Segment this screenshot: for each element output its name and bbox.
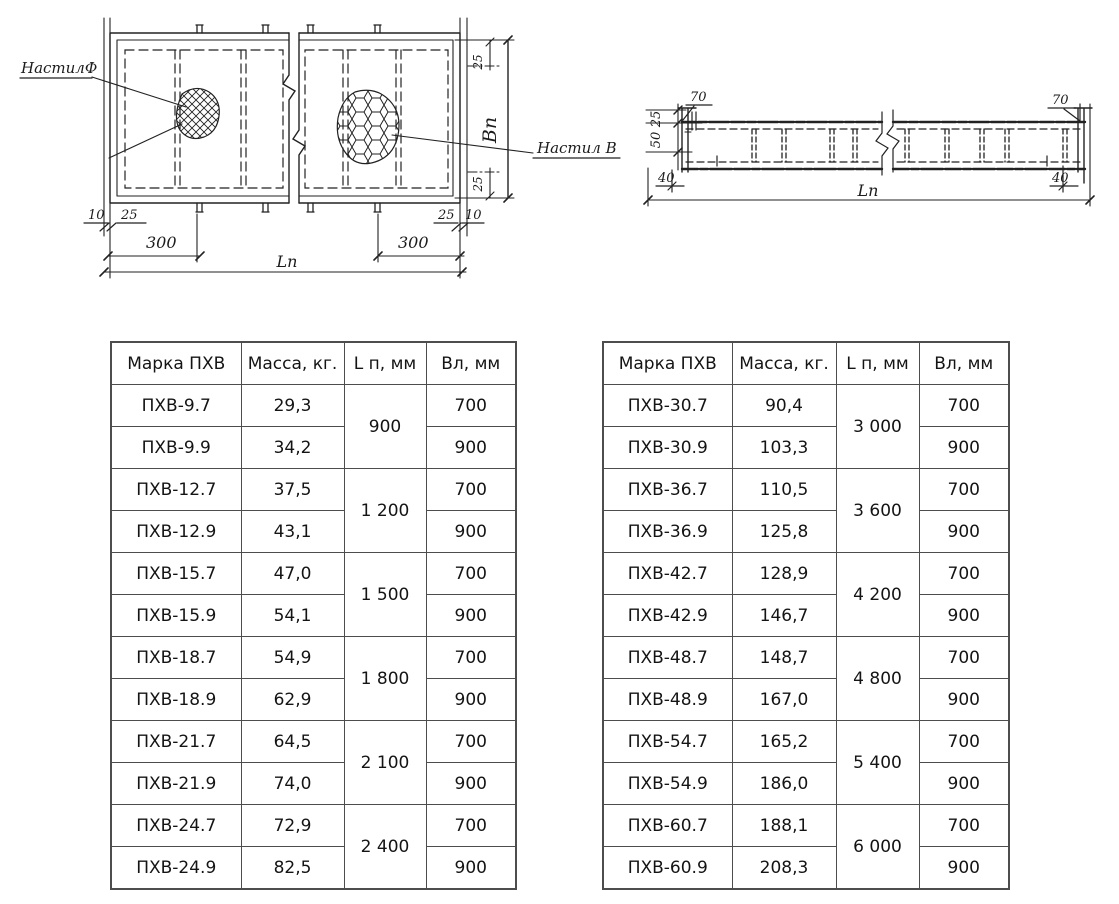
table-row xyxy=(603,511,1009,553)
cell-mark: ПХВ-15.9 xyxy=(111,595,241,637)
cell-mass: 90,4 xyxy=(732,385,836,427)
cell-bl: 700 xyxy=(919,721,1009,763)
table-row xyxy=(603,595,1009,637)
cell-mark: ПХВ-42.9 xyxy=(603,595,732,637)
cell-bl: 900 xyxy=(426,427,516,469)
table-row xyxy=(111,805,516,847)
side-ribs xyxy=(752,129,1067,162)
bottom-chord xyxy=(682,156,1085,169)
table-row xyxy=(111,637,516,679)
cell-mark: ПХВ-12.7 xyxy=(111,469,241,511)
cell-mark: ПХВ-48.9 xyxy=(603,679,732,721)
technical-drawing xyxy=(0,0,1119,332)
cell-bl: 700 xyxy=(919,637,1009,679)
dim-bottom-right xyxy=(434,223,484,231)
plan-dim-bp-label: Вп xyxy=(479,116,501,144)
header-lp: L п, мм xyxy=(836,342,919,385)
plan-label-nastil-f: НастилФ xyxy=(21,59,98,77)
cell-mass: 72,9 xyxy=(241,805,344,847)
cell-mark: ПХВ-15.7 xyxy=(111,553,241,595)
cell-bl: 700 xyxy=(426,805,516,847)
cell-bl: 700 xyxy=(426,385,516,427)
cell-mark: ПХВ-60.7 xyxy=(603,805,732,847)
cell-mass: 82,5 xyxy=(241,847,344,890)
cell-lp: 900 xyxy=(344,385,426,469)
table-row xyxy=(603,805,1009,847)
plan-dim-300-right: 300 xyxy=(398,233,429,252)
cell-mass: 47,0 xyxy=(241,553,344,595)
top-chord xyxy=(682,122,1085,129)
plan-dim-25-right: 25 xyxy=(438,208,455,223)
plan-dim-lp-label: Lп xyxy=(276,252,298,271)
cell-mark: ПХВ-21.7 xyxy=(111,721,241,763)
cell-mark: ПХВ-36.7 xyxy=(603,469,732,511)
cell-bl: 900 xyxy=(426,595,516,637)
cell-mark: ПХВ-24.7 xyxy=(111,805,241,847)
table-row xyxy=(111,385,516,427)
table-header-row xyxy=(603,342,1009,385)
cell-mark: ПХВ-24.9 xyxy=(111,847,241,890)
spec-table-left xyxy=(110,341,517,890)
cell-lp: 1 800 xyxy=(344,637,426,721)
header-mass: Масса, кг. xyxy=(732,342,836,385)
plan-dim-25-top: 25 xyxy=(471,54,485,70)
plan-dim-25-bottom: 25 xyxy=(471,176,485,192)
leader-line-f1 xyxy=(92,77,186,107)
cell-lp: 4 800 xyxy=(836,637,919,721)
spec-table-right xyxy=(602,341,1010,890)
side-dim-70-left: 70 xyxy=(690,90,707,105)
cell-bl: 900 xyxy=(919,511,1009,553)
side-dim-25: 25 xyxy=(649,110,664,128)
cell-mass: 125,8 xyxy=(732,511,836,553)
cell-mass: 37,5 xyxy=(241,469,344,511)
cell-mass: 103,3 xyxy=(732,427,836,469)
cell-mark: ПХВ-18.9 xyxy=(111,679,241,721)
table-row xyxy=(111,721,516,763)
cell-lp: 4 200 xyxy=(836,553,919,637)
side-dim-40-right: 40 xyxy=(1052,171,1069,186)
cell-lp: 3 000 xyxy=(836,385,919,469)
cell-lp: 3 600 xyxy=(836,469,919,553)
cell-mark: ПХВ-30.9 xyxy=(603,427,732,469)
cell-bl: 900 xyxy=(919,595,1009,637)
cell-bl: 900 xyxy=(919,847,1009,890)
cell-bl: 900 xyxy=(426,847,516,890)
header-mark: Марка ПХВ xyxy=(111,342,241,385)
side-dim-lp-label: Lп xyxy=(857,181,879,200)
table-row xyxy=(603,637,1009,679)
header-bl: Вл, мм xyxy=(426,342,516,385)
plan-label-nastil-v: Настил В xyxy=(537,139,617,157)
cell-bl: 700 xyxy=(919,805,1009,847)
cell-mass: 54,1 xyxy=(241,595,344,637)
cell-bl: 700 xyxy=(426,721,516,763)
cell-lp: 2 100 xyxy=(344,721,426,805)
leader-line-f2 xyxy=(109,124,182,158)
cell-mass: 186,0 xyxy=(732,763,836,805)
table-row xyxy=(603,763,1009,805)
header-lp: L п, мм xyxy=(344,342,426,385)
header-mark: Марка ПХВ xyxy=(603,342,732,385)
cell-mass: 43,1 xyxy=(241,511,344,553)
cell-mass: 54,9 xyxy=(241,637,344,679)
side-dim-40-left: 40 xyxy=(658,171,675,186)
cell-bl: 700 xyxy=(919,469,1009,511)
table-row xyxy=(111,679,516,721)
cell-bl: 900 xyxy=(426,763,516,805)
cell-mark: ПХВ-9.9 xyxy=(111,427,241,469)
cell-bl: 700 xyxy=(919,385,1009,427)
table-row xyxy=(603,469,1009,511)
header-mass: Масса, кг. xyxy=(241,342,344,385)
table-row xyxy=(603,385,1009,427)
cell-mass: 128,9 xyxy=(732,553,836,595)
cell-mark: ПХВ-54.9 xyxy=(603,763,732,805)
cell-bl: 700 xyxy=(426,553,516,595)
cell-mass: 188,1 xyxy=(732,805,836,847)
cell-bl: 900 xyxy=(919,679,1009,721)
cell-bl: 700 xyxy=(426,637,516,679)
cell-mass: 29,3 xyxy=(241,385,344,427)
cell-bl: 900 xyxy=(919,763,1009,805)
cell-lp: 6 000 xyxy=(836,805,919,890)
cell-lp: 1 200 xyxy=(344,469,426,553)
cell-bl: 900 xyxy=(919,427,1009,469)
table-row xyxy=(603,553,1009,595)
cell-bl: 900 xyxy=(426,679,516,721)
cell-mass: 208,3 xyxy=(732,847,836,890)
table-row xyxy=(603,721,1009,763)
table-row xyxy=(603,679,1009,721)
table-row xyxy=(111,847,516,890)
table-row xyxy=(111,427,516,469)
cell-mark: ПХВ-36.9 xyxy=(603,511,732,553)
cell-mark: ПХВ-9.7 xyxy=(111,385,241,427)
header-bl: Вл, мм xyxy=(919,342,1009,385)
table-row xyxy=(111,595,516,637)
cell-bl: 700 xyxy=(426,469,516,511)
table-row xyxy=(111,763,516,805)
cell-lp: 5 400 xyxy=(836,721,919,805)
cell-mass: 74,0 xyxy=(241,763,344,805)
cell-mark: ПХВ-30.7 xyxy=(603,385,732,427)
leader-line-v xyxy=(392,135,533,153)
side-dim-50: 50 xyxy=(649,131,664,149)
cell-mass: 62,9 xyxy=(241,679,344,721)
table-header-row xyxy=(111,342,516,385)
cell-mass: 34,2 xyxy=(241,427,344,469)
cell-mark: ПХВ-48.7 xyxy=(603,637,732,679)
cell-mark: ПХВ-18.7 xyxy=(111,637,241,679)
table-row xyxy=(603,427,1009,469)
hatched-zone-f xyxy=(176,88,219,138)
break-lines xyxy=(876,110,899,175)
plan-view xyxy=(20,18,620,278)
cell-mass: 167,0 xyxy=(732,679,836,721)
dim-bottom-left xyxy=(84,223,146,231)
cell-mark: ПХВ-12.9 xyxy=(111,511,241,553)
cell-bl: 700 xyxy=(919,553,1009,595)
cell-mark: ПХВ-60.9 xyxy=(603,847,732,890)
cell-mass: 64,5 xyxy=(241,721,344,763)
hatched-zone-v xyxy=(337,90,399,163)
plan-dim-300-left: 300 xyxy=(146,233,177,252)
cell-mass: 146,7 xyxy=(732,595,836,637)
cell-mass: 110,5 xyxy=(732,469,836,511)
plan-dim-25-left: 25 xyxy=(121,208,138,223)
cell-lp: 1 500 xyxy=(344,553,426,637)
cell-mark: ПХВ-42.7 xyxy=(603,553,732,595)
plan-dim-10-left: 10 xyxy=(88,208,105,223)
table-row xyxy=(603,847,1009,890)
cell-mark: ПХВ-54.7 xyxy=(603,721,732,763)
cell-mark: ПХВ-21.9 xyxy=(111,763,241,805)
cell-mass: 148,7 xyxy=(732,637,836,679)
cell-mass: 165,2 xyxy=(732,721,836,763)
cell-lp: 2 400 xyxy=(344,805,426,890)
side-dim-70-right: 70 xyxy=(1052,93,1069,108)
table-row xyxy=(111,553,516,595)
plan-dim-10-right: 10 xyxy=(465,208,482,223)
table-row xyxy=(111,469,516,511)
table-row xyxy=(111,511,516,553)
cell-bl: 900 xyxy=(426,511,516,553)
